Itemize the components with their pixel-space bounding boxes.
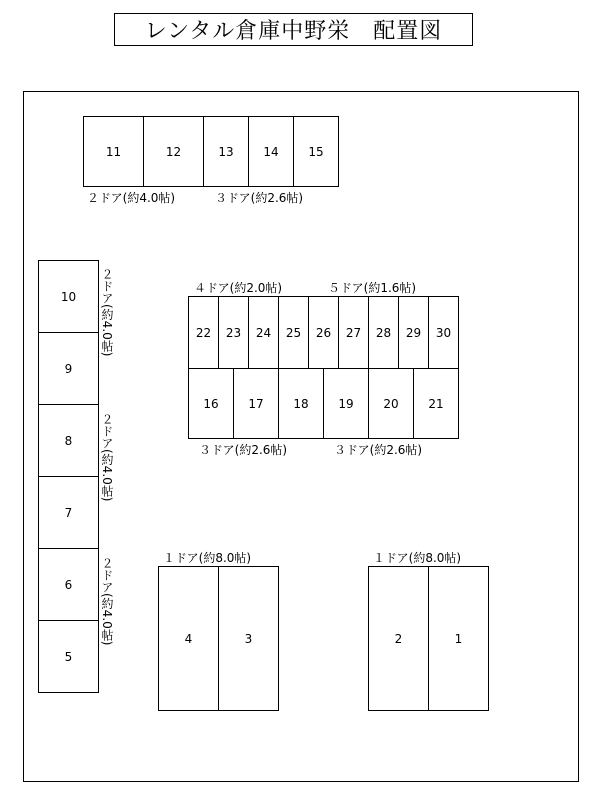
storage-unit-17[interactable]: 17 [233,368,279,439]
storage-unit-18[interactable]: 18 [278,368,324,439]
door-size-label: ３ドア(約2.6帖) [199,443,288,457]
storage-unit-14[interactable]: 14 [248,116,294,187]
storage-unit-30[interactable]: 30 [428,296,459,369]
storage-unit-27[interactable]: 27 [338,296,369,369]
storage-unit-21[interactable]: 21 [413,368,459,439]
door-size-label: ２ドア(約4.0帖) [100,268,114,357]
storage-unit-11[interactable]: 11 [83,116,144,187]
page-title: レンタル倉庫中野栄 配置図 [114,13,473,46]
door-size-label: １ドア(約8.0帖) [163,551,252,565]
storage-unit-20[interactable]: 20 [368,368,414,439]
door-size-label: ２ドア(約4.0帖) [100,413,114,502]
storage-unit-19[interactable]: 19 [323,368,369,439]
door-size-label: ５ドア(約1.6帖) [328,281,417,295]
door-size-label: １ドア(約8.0帖) [373,551,462,565]
storage-unit-24[interactable]: 24 [248,296,279,369]
door-size-label: ３ドア(約2.6帖) [334,443,423,457]
storage-unit-4[interactable]: 4 [158,566,219,711]
storage-unit-28[interactable]: 28 [368,296,399,369]
door-size-label: ４ドア(約2.0帖) [194,281,283,295]
door-size-label: ２ドア(約4.0帖) [100,557,114,646]
storage-unit-23[interactable]: 23 [218,296,249,369]
storage-unit-9[interactable]: 9 [38,332,99,405]
storage-unit-1[interactable]: 1 [428,566,489,711]
storage-unit-15[interactable]: 15 [293,116,339,187]
storage-unit-29[interactable]: 29 [398,296,429,369]
storage-unit-7[interactable]: 7 [38,476,99,549]
storage-unit-13[interactable]: 13 [203,116,249,187]
storage-unit-10[interactable]: 10 [38,260,99,333]
storage-unit-16[interactable]: 16 [188,368,234,439]
storage-unit-3[interactable]: 3 [218,566,279,711]
storage-unit-6[interactable]: 6 [38,548,99,621]
storage-unit-25[interactable]: 25 [278,296,309,369]
storage-unit-5[interactable]: 5 [38,620,99,693]
storage-unit-8[interactable]: 8 [38,404,99,477]
storage-unit-26[interactable]: 26 [308,296,339,369]
storage-unit-12[interactable]: 12 [143,116,204,187]
storage-unit-22[interactable]: 22 [188,296,219,369]
storage-unit-2[interactable]: 2 [368,566,429,711]
door-size-label: ３ドア(約2.6帖) [215,191,304,205]
door-size-label: ２ドア(約4.0帖) [87,191,176,205]
